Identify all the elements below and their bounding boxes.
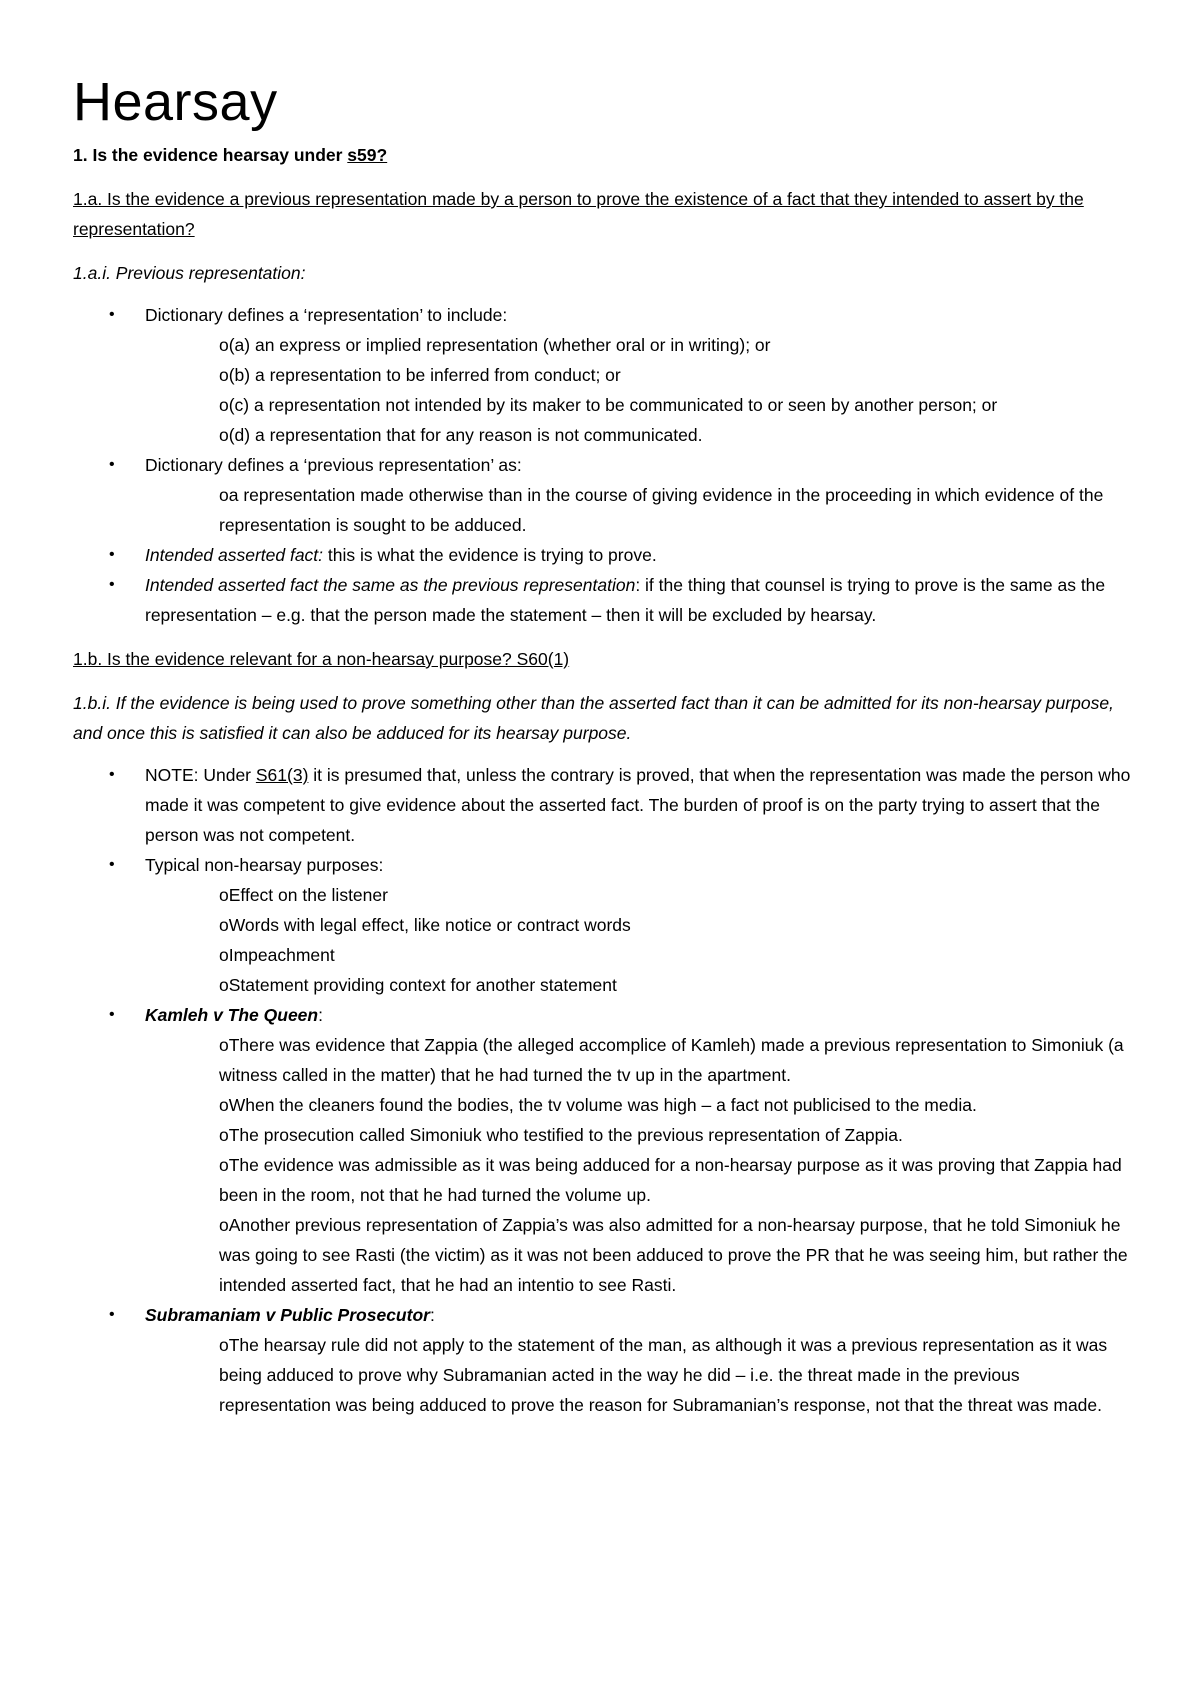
sub-list-item-text: (c) a representation not intended by its maker to be communicated to or seen by another person; or [228,395,998,415]
list-item [73,300,1133,450]
sub-list-item [73,910,1133,940]
sub-list-item [73,420,1133,450]
sub-list-item-text: Effect on the listener [228,885,388,905]
kamleh-colon: : [318,1005,323,1025]
s61-3-link[interactable]: S61(3) [255,765,309,785]
section-1ai-heading: 1.a.i. Previous representation: [73,263,306,283]
subramaniam-colon: : [429,1305,435,1325]
circle-bullet-icon: o [219,1155,229,1175]
section-1bi-heading: 1.b.i. If the evidence is being used to prove something other than the asserted fact than it can be admitted for its non-hearsay purpose, and once this is satisfied it can also be adduced for its hearsay purpose. [73,693,1114,743]
sub-list-item [73,1120,1133,1150]
sub-list [73,880,1133,1000]
bullet-icon: • [109,576,115,593]
sub-list-item-text: (d) a representation that for any reason is not communicated. [228,425,703,445]
sub-list-item [73,390,1133,420]
bullet-icon: • [109,1306,115,1323]
bullet-icon: • [109,766,115,783]
sub-list-item [73,1090,1133,1120]
circle-bullet-icon: o [219,975,229,995]
same-as-representation-text: : if the thing that counsel is trying to prove is the same as the representation – e.g. that the person made the statement – then it will be excluded by hearsay. [145,575,1106,625]
sub-list-item-text: a representation made otherwise than in the course of giving evidence in the proceeding in which evidence of the representation is sought to be adduced. [219,485,1104,535]
sub-list-item [73,880,1133,910]
sub-list-item [73,1210,1133,1300]
sub-list-item [73,360,1133,390]
circle-bullet-icon: o [219,485,229,505]
sub-list-item-text: The hearsay rule did not apply to the statement of the man, as although it was a previous representation as it was being adduced to prove why Subramanian acted in the way he did – i.e. the threat made in the previous representation was being adduced to prove the reason for Subramanian’s response, not that the threat was made. [219,1335,1108,1415]
bullet-icon: • [109,1006,115,1023]
circle-bullet-icon: o [219,425,229,445]
bullet-icon: • [109,546,115,563]
sub-list-item [73,970,1133,1000]
section-1ai-list [73,300,1133,630]
circle-bullet-icon: o [219,1035,229,1055]
sub-list [73,1030,1133,1300]
page-title: Hearsay [73,72,278,132]
circle-bullet-icon: o [219,1335,229,1355]
section-1b-heading: 1.b. Is the evidence relevant for a non-hearsay purpose? S60(1) [73,649,570,669]
typical-purposes-label: Typical non-hearsay purposes: [145,855,384,875]
sub-list-item [73,330,1133,360]
bullet-icon: • [109,306,115,323]
list-item [73,760,1133,850]
circle-bullet-icon: o [219,1125,229,1145]
section-1-heading-text: 1. Is the evidence hearsay under [73,145,348,165]
list-item-text: Dictionary defines a ‘representation’ to include: [145,305,508,325]
bullet-icon: • [109,456,115,473]
circle-bullet-icon: o [219,915,229,935]
section-1-heading [73,140,1133,170]
kamleh-case-name: Kamleh v The Queen [145,1005,319,1025]
subramaniam-case-name: Subramaniam v Public Prosecutor [145,1305,430,1325]
circle-bullet-icon: o [219,1095,229,1115]
sub-list-item [73,1150,1133,1210]
circle-bullet-icon: o [219,395,229,415]
sub-list-item [73,480,1133,540]
list-item [73,1300,1133,1420]
sub-list-item-text: (b) a representation to be inferred from conduct; or [228,365,621,385]
sub-list-item-text: (a) an express or implied representation (whether oral or in writing); or [228,335,771,355]
sub-list-item-text: There was evidence that Zappia (the alleged accomplice of Kamleh) made a previous representation to Simoniuk (a witness called in the matter) that he had turned the tv up in the apartment. [219,1035,1124,1085]
sub-list [73,330,1133,450]
sub-list-item-text: When the cleaners found the bodies, the tv volume was high – a fact not publicised to the media. [228,1095,977,1115]
list-item [73,570,1133,630]
section-1bi-list [73,760,1133,1420]
section-1a-heading: 1.a. Is the evidence a previous representation made by a person to prove the existence of a fact that they intended to assert by the representation? [73,189,1084,239]
sub-list-item-text: Another previous representation of Zappia’s was also admitted for a non-hearsay purpose, that he told Simoniuk he was going to see Rasti (the victim) as it was not been adduced to prove the PR that he was seeing him, but rather the intended asserted fact, that he had an intentio to see Rasti. [219,1215,1128,1295]
list-item [73,450,1133,540]
intended-fact-label: Intended asserted fact: [145,545,324,565]
intended-fact-text: this is what the evidence is trying to prove. [323,545,657,565]
circle-bullet-icon: o [219,335,229,355]
sub-list-item [73,1330,1133,1420]
note-text-pre: NOTE: Under [145,765,256,785]
document-body [73,72,1133,1434]
sub-list-item-text: Statement providing context for another statement [228,975,617,995]
list-item [73,850,1133,1000]
bullet-icon: • [109,856,115,873]
s59-link[interactable]: s59? [347,145,388,165]
sub-list-item-text: Words with legal effect, like notice or contract words [228,915,631,935]
note-text-post: it is presumed that, unless the contrary is proved, that when the representation was made the person who made it was competent to give evidence about the asserted fact. The burden of proof is on the party trying to assert that the person was not competent. [145,765,1131,845]
list-item [73,1000,1133,1300]
sub-list-item-text: The evidence was admissible as it was being adduced for a non-hearsay purpose as it was proving that Zappia had been in the room, not that he had turned the volume up. [219,1155,1122,1205]
circle-bullet-icon: o [219,945,229,965]
circle-bullet-icon: o [219,885,229,905]
sub-list-item-text: Impeachment [228,945,335,965]
sub-list-item [73,1030,1133,1090]
list-item [73,540,1133,570]
circle-bullet-icon: o [219,1215,229,1235]
sub-list [73,1330,1133,1420]
same-as-representation-label: Intended asserted fact the same as the previous representation [145,575,636,595]
list-item-text: Dictionary defines a ‘previous representation’ as: [145,455,522,475]
sub-list [73,480,1133,540]
circle-bullet-icon: o [219,365,229,385]
sub-list-item [73,940,1133,970]
sub-list-item-text: The prosecution called Simoniuk who testified to the previous representation of Zappia. [228,1125,903,1145]
